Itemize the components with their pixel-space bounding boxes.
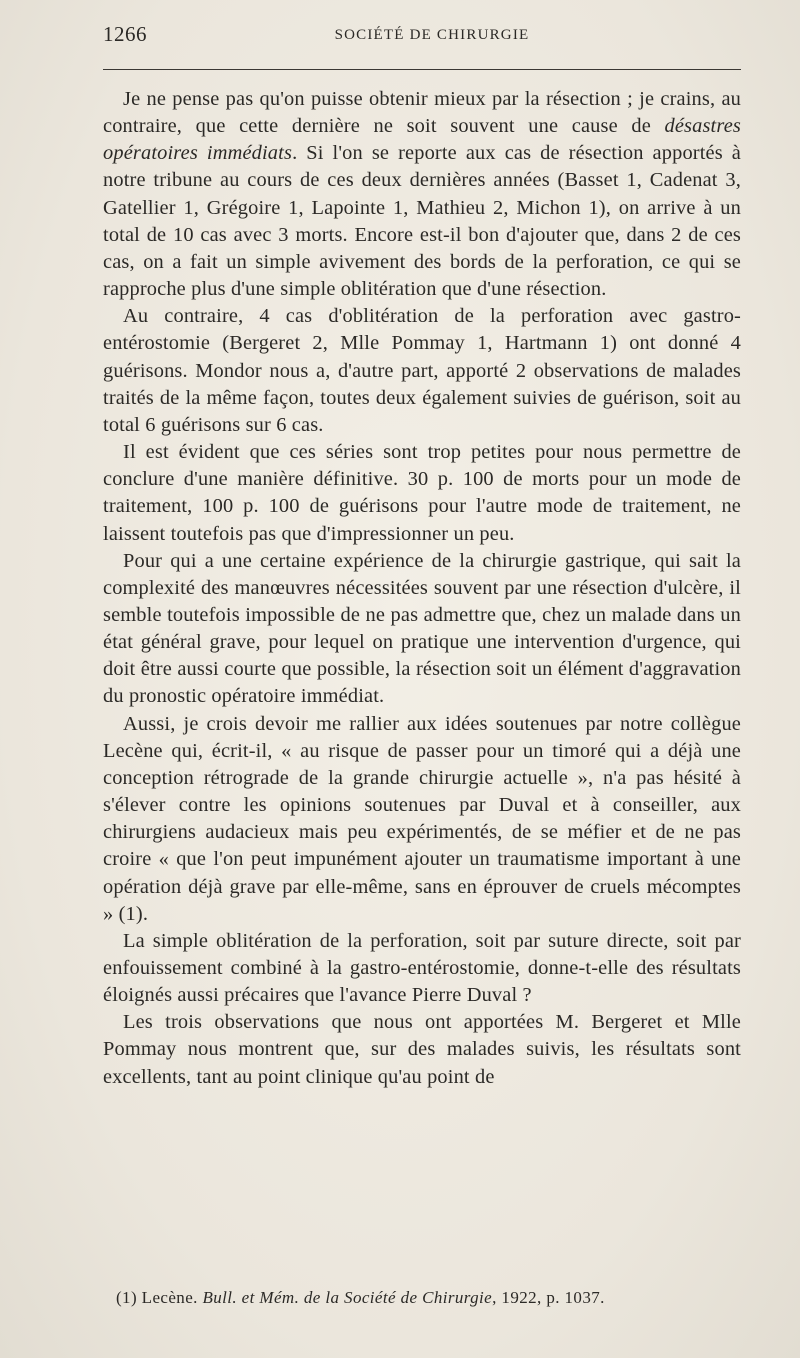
text-run: La simple oblitération de la perforation, soit par suture directe, soit par enfouissement combiné à la gastro-entérostomie, donne-t-elle des résultats éloignés aussi précaires que l'avance Pierre Duval ?: [103, 929, 741, 1007]
page-header: [103, 22, 741, 52]
text-run: Au contraire, 4 cas d'oblitération de la perforation avec gastro-entérostomie (Bergeret 2, Mlle Pommay 1, Hartmann 1) ont donné 4 guérisons. Mondor nous a, d'autre part, apporté 2 observations de malades traités de la même façon, toutes deux également suivies de guérison, soit au total 6 guérisons sur 6 cas.: [103, 305, 741, 436]
text-run: Aussi, je crois devoir me rallier aux idées soutenues par notre collègue Lecène qui, écrit-il, « au risque de passer pour un timoré qui a déjà une conception rétrograde de la grande chirurgie actuelle », n'a pas hésité à s'élever contre les opinions soutenues par Duval et à conseiller, aux chirurgiens audacieux mais peu expérimentés, de se méfier et de ne pas croire « que l'on peut impunément ajouter un traumatisme important à une opération déjà grave par elle-même, sans en éprouver de cruels mécomptes » (1).: [103, 712, 741, 925]
paragraph: [103, 548, 741, 711]
text-run: , 1922, p. 1037.: [492, 1288, 605, 1307]
paragraph: [103, 439, 741, 548]
footnote: [116, 1288, 741, 1308]
paragraph: [103, 1009, 741, 1090]
text-run: (1) Lecène.: [116, 1288, 203, 1307]
paragraph: [103, 86, 741, 303]
paragraph: [103, 303, 741, 439]
body-text: [103, 86, 741, 1091]
italic-text-run: désastres opératoires immédiats: [103, 115, 741, 165]
paragraph: [103, 928, 741, 1009]
italic-text-run: Bull. et Mém. de la Société de Chirurgie: [202, 1288, 493, 1307]
text-run: Je ne pense pas qu'on puisse obtenir mieux par la résection ; je crains, au contraire, que cette dernière ne soit souvent une cause de: [103, 88, 741, 138]
running-head: SOCIÉTÉ DE CHIRURGIE: [334, 27, 530, 43]
text-run: Pour qui a une certaine expérience de la chirurgie gastrique, qui sait la complexité des manœuvres nécessitées souvent par une résection d'ulcère, il semble toutefois impossible de ne pas admettre que, chez un malade dans un état général grave, pour lequel on pratique une intervention d'urgence, qui doit être aussi courte que possible, la résection soit un élément d'aggravation du pronostic opératoire immédiat.: [103, 549, 741, 708]
text-run: Les trois observations que nous ont apportées M. Bergeret et Mlle Pommay nous montrent que, sur des malades suivis, les résultats sont excellents, tant au point clinique qu'au point de: [103, 1011, 741, 1088]
header-rule: [103, 69, 741, 70]
text-run: . Si l'on se reporte aux cas de résection apportés à notre tribune au cours de ces deux dernières années (Basset 1, Cadenat 3, Gatellier 1, Grégoire 1, Lapointe 1, Mathieu 2, Michon 1), on arrive à un total de 10 cas avec 3 morts. Encore est-il bon d'ajouter que, dans 2 de ces cas, on a fait un simple avivement des bords de la perforation, ce qui se rapproche plus d'une simple oblitération que d'une résection.: [103, 142, 742, 301]
page-number: 1266: [103, 22, 147, 46]
paragraph: [103, 711, 741, 928]
text-run: Il est évident que ces séries sont trop petites pour nous permettre de conclure d'une manière définitive. 30 p. 100 de morts pour un mode de traitement, 100 p. 100 de guérisons pour l'autre mode de traitement, ne laissent toutefois pas que d'impressionner un peu.: [103, 441, 741, 545]
